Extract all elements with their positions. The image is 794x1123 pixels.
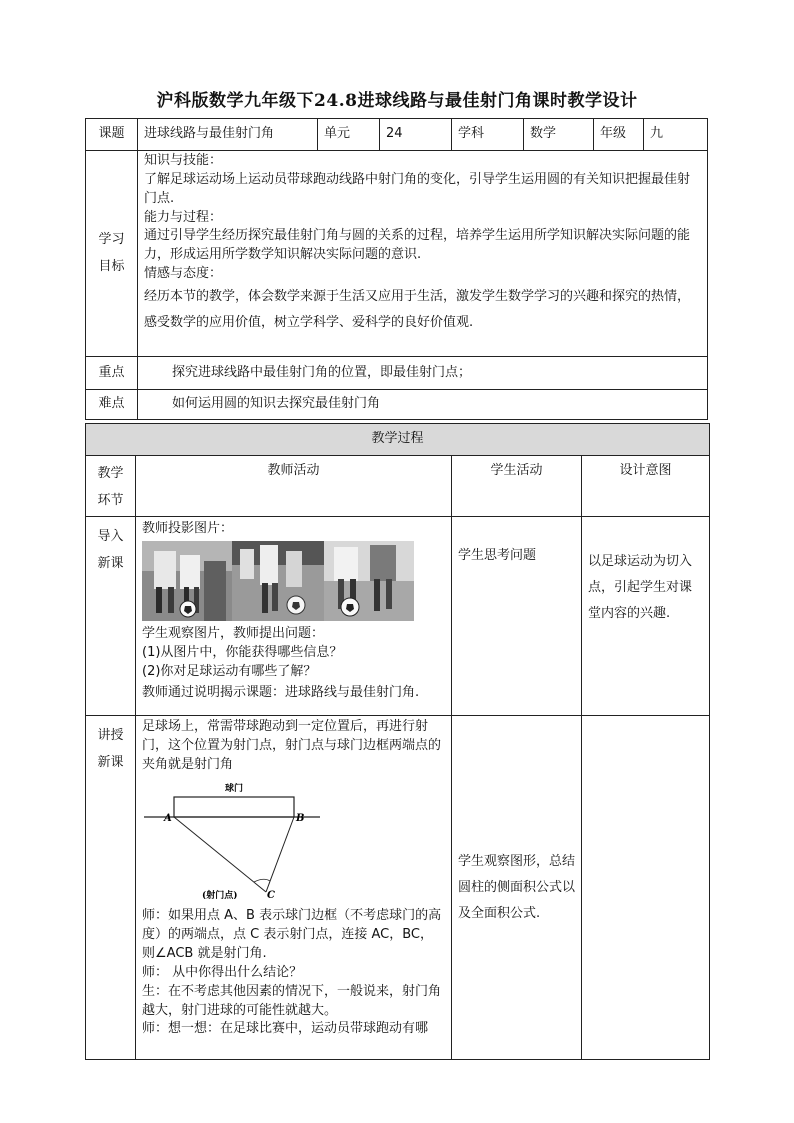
unit-value: 24 bbox=[380, 119, 452, 151]
point-b-label: B bbox=[296, 812, 305, 824]
unit-label: 单元 bbox=[318, 119, 380, 151]
goal-label: 球门 bbox=[224, 783, 244, 794]
intro-stage bbox=[86, 517, 136, 716]
subject-value: 数学 bbox=[524, 119, 594, 151]
goals-heading-ability: 能力与过程： bbox=[144, 209, 223, 225]
lecture-design bbox=[582, 716, 710, 1060]
goals-heading-attitude: 情感与态度： bbox=[144, 266, 223, 282]
lecture-teacher-line5: 师：想一想：在足球比赛中，运动员带球跑动有哪 bbox=[142, 1021, 429, 1037]
intro-design: 以足球运动为切入点，引起学生对课堂内容的兴趣. bbox=[582, 517, 710, 716]
intro-teacher-line1: 教师投影图片： bbox=[142, 521, 234, 536]
difficulty-text: 如何运用圆的知识去探究最佳射门角 bbox=[138, 390, 708, 420]
intro-student: 学生思考问题 bbox=[452, 517, 582, 716]
soccer-photo-3 bbox=[324, 541, 414, 621]
col-stage-line2: 环节 bbox=[97, 493, 124, 509]
lecture-teacher-line2: 师：如果用点 A、B 表示球门边框（不考虑球门的高度）的两端点，点 C 表示射门点，连接 AC，BC，则∠ACB 就是射门角. bbox=[142, 908, 442, 962]
goals-label-line2: 目标 bbox=[98, 258, 125, 274]
intro-teacher-line4: (2)你对足球运动有哪些了解？ bbox=[142, 663, 317, 679]
point-a-label: A bbox=[164, 812, 172, 824]
goals-text-knowledge: 了解足球运动场上运动员带球跑动线路中射门角的变化，引导学生运用圆的有关知识把握最佳射门点. bbox=[144, 171, 691, 206]
topic-value: 进球线路与最佳射门角 bbox=[138, 119, 318, 151]
intro-teacher-line2: 学生观察图片，教师提出问题： bbox=[142, 625, 325, 641]
goals-text-ability: 通过引导学生经历探究最佳射门角与圆的关系的过程，培养学生运用所学知识解决实际问题的能力，形成运用所学数学知识解决实际问题的意识. bbox=[144, 228, 691, 263]
lecture-teacher-line1: 足球场上，常需带球跑动到一定位置后，再进行射门，这个位置为射门点，射门点与球门边框两端点的夹角就是射门角 bbox=[142, 719, 442, 772]
intro-stage-line2: 新课 bbox=[97, 556, 124, 572]
lecture-stage bbox=[86, 716, 136, 1060]
lecture-stage-line1: 讲授 bbox=[97, 728, 124, 743]
goals-text-attitude: 经历本节的教学，体会数学来源于生活又应用于生活，激发学生数学学习的兴趣和探究的热情，感受数学的应用价值，树立学科学、爱科学的良好价值观. bbox=[144, 288, 691, 330]
grade-value: 九 bbox=[644, 119, 708, 151]
lecture-student: 学生观察图形，总结圆柱的侧面积公式以及全面积公式. bbox=[452, 716, 582, 1060]
grade-label: 年级 bbox=[594, 119, 644, 151]
soccer-photo-1 bbox=[142, 541, 232, 621]
shooting-angle-diagram bbox=[142, 779, 445, 906]
page-title: 沪科版数学九年级下24.8进球线路与最佳射门角课时教学设计 bbox=[156, 91, 638, 111]
point-c-label: C bbox=[267, 889, 275, 899]
goals-heading-knowledge: 知识与技能： bbox=[144, 153, 223, 168]
subject-label: 学科 bbox=[452, 119, 524, 151]
goals-label-line1: 学习 bbox=[98, 231, 125, 247]
intro-teacher-line3: (1)从图片中，你能获得哪些信息？ bbox=[142, 644, 343, 660]
col-stage bbox=[86, 456, 136, 517]
intro-teacher bbox=[136, 517, 452, 716]
col-teacher: 教师活动 bbox=[136, 456, 452, 517]
intro-stage-line1: 导入 bbox=[97, 529, 124, 544]
key-point-text: 探究进球线路中最佳射门角的位置，即最佳射门点； bbox=[138, 357, 708, 390]
lecture-teacher bbox=[136, 716, 452, 1060]
col-stage-line1: 教学 bbox=[97, 466, 124, 481]
soccer-photo-2 bbox=[232, 541, 324, 621]
difficulty-label: 难点 bbox=[86, 390, 138, 420]
intro-teacher-line5: 教师通过说明揭示课题：进球路线与最佳射门角. bbox=[142, 685, 420, 701]
soccer-photos bbox=[142, 541, 445, 621]
lesson-info-table bbox=[85, 118, 708, 420]
col-student: 学生活动 bbox=[452, 456, 582, 517]
teaching-process-table bbox=[85, 423, 710, 1060]
goals-content bbox=[138, 151, 708, 357]
col-design: 设计意图 bbox=[582, 456, 710, 517]
process-header: 教学过程 bbox=[86, 424, 710, 456]
lecture-teacher-line4: 生：在不考虑其他因素的情况下，一般说来，射门角越大，射门进球的可能性就越大。 bbox=[142, 983, 442, 1018]
topic-label: 课题 bbox=[86, 119, 138, 151]
goals-label bbox=[86, 151, 138, 357]
lecture-teacher-line3: 师： 从中你得出什么结论？ bbox=[142, 964, 303, 980]
key-point-label: 重点 bbox=[86, 357, 138, 390]
shoot-point-label: (射门点) bbox=[202, 890, 238, 899]
lecture-stage-line2: 新课 bbox=[97, 755, 124, 771]
